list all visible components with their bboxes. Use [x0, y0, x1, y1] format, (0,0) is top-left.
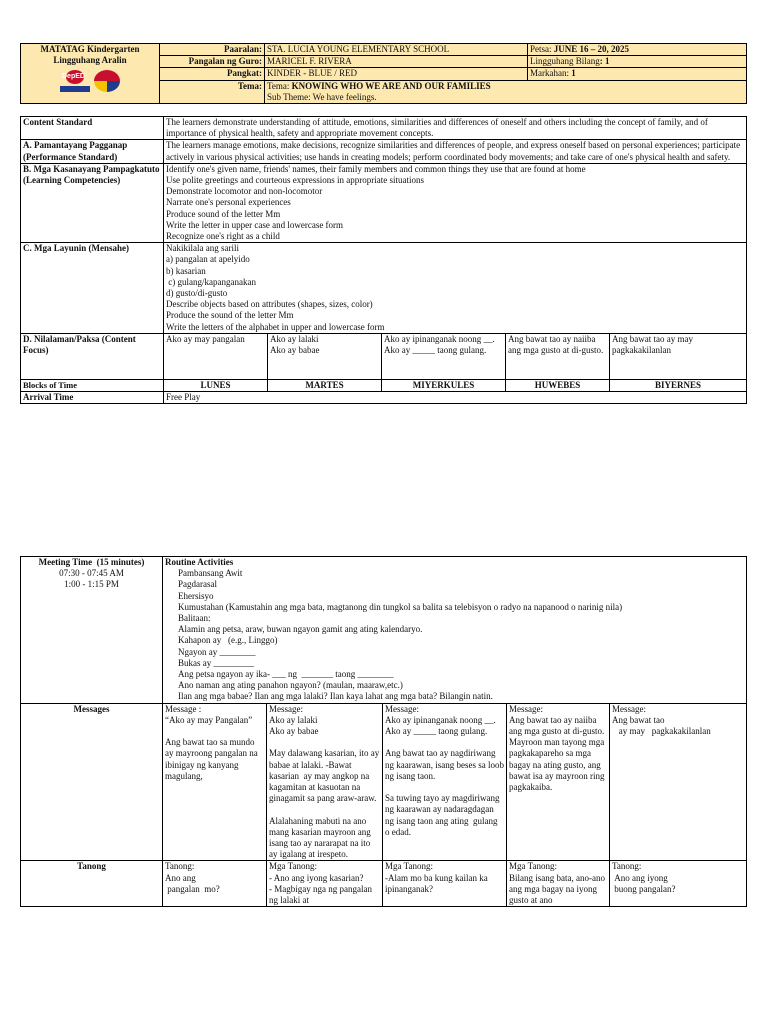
routine-item: Pambansang Awit — [178, 568, 243, 579]
competencies-label: B. Mga Kasanayang Pampagkatuto (Learning Competencies) — [21, 163, 164, 242]
arrival-time-value: Free Play — [164, 392, 747, 404]
routine-title: Routine Activities — [165, 557, 234, 567]
competency-item: Narrate one's personal experiences — [166, 197, 291, 208]
routine-item: Ehersisyo — [178, 590, 214, 601]
content-focus-label: D. Nilalaman/Paksa (Content Focus) — [21, 333, 164, 379]
competency-item: Recognize one's right as a child — [166, 231, 280, 242]
content-focus-martes: Ako ay lalaki Ako ay babae — [268, 333, 382, 379]
messages-label: Messages — [21, 703, 163, 861]
layunin-item: Nakikilala ang sarili — [166, 243, 239, 254]
lingguhang-label: Lingguhang Bilang — [530, 56, 600, 67]
competency-item: Identify one's given name, friends' names, their family members and common things they use that are found at home — [166, 163, 586, 174]
pangkat-value: KINDER - BLUE / RED — [265, 68, 528, 80]
content-focus-biyernes: Ang bawat tao ay may pagkakakilanlan — [610, 333, 747, 379]
tema-value: KNOWING WHO WE ARE AND OUR FAMILIES — [291, 80, 491, 91]
routine-item: Kahapon ay (e.g., Linggo) — [178, 635, 278, 646]
bagong-pilipinas-logo — [94, 70, 120, 92]
day-header-biyernes: BIYERNES — [610, 379, 747, 391]
competency-item: Produce sound of the letter Mm — [166, 208, 281, 219]
layunin-item: Produce the sound of the letter Mm — [166, 310, 294, 321]
lingguhang-value: : 1 — [599, 56, 610, 67]
layunin-item: d) gusto/di-gusto — [166, 288, 228, 299]
tanong-label: Tanong — [21, 861, 163, 907]
content-standard: The learners demonstrate understanding of attitude, emotions, similarities and differences of oneself and others including the concept of family, and of importance of physical health, safety and appropriate movement concepts. — [164, 117, 747, 140]
layunin-label: C. Mga Layunin (Mensahe) — [21, 243, 164, 334]
meeting-time-cell — [21, 557, 163, 704]
layunin-item: Write the letters of the alphabet in upper and lowercase form — [166, 321, 385, 332]
tema-label: Tema: — [160, 80, 265, 103]
meeting-time-label: Meeting Time (15 minutes) — [38, 557, 145, 567]
performance-standard: The learners manage emotions, make decisions, recognize similarities and differences of people, and express oneself based on personal experiences; participate actively in various physical activities; use hands in creating models; perform coordinated body movements; and take care of one's physical health and safety. — [164, 140, 747, 163]
header-title-line1: MATATAG Kindergarten — [40, 44, 140, 54]
performance-standard-label: A. Pamantayang Pagganap (Performance Standard) — [21, 140, 164, 163]
content-standard-label: Content Standard — [21, 117, 164, 140]
message-lunes: Message : “Ako ay may Pangalan” Ang bawat tao sa mundo ay mayroong pangalan na ibinigay ng kanyang magulang, — [163, 703, 267, 861]
content-focus-lunes: Ako ay may pangalan — [164, 333, 268, 379]
logos — [23, 70, 157, 94]
content-focus-miyerkules: Ako ay ipinanganak noong __. Ako ay _____ taong gulang. — [382, 333, 506, 379]
paaralan-label: Paaralan: — [160, 44, 265, 56]
routine-item: Kumustahan (Kamustahin ang mga bata, magtanong din tungkol sa balita sa telebisyon o radyo na napanood o narinig nila) — [178, 601, 623, 612]
header-logo-cell — [21, 44, 160, 104]
routine-item: Balitaan: — [178, 613, 211, 624]
guro-value: MARICEL F. RIVERA — [265, 56, 528, 68]
routine-item: Ilan ang mga babae? Ilan ang mga lalaki? Ilan kaya lahat ang mga bata? Bilangin natin. — [178, 691, 493, 702]
petsa-value: JUNE 16 – 20, 2025 — [553, 44, 630, 54]
paaralan-value: STA. LUCIA YOUNG ELEMENTARY SCHOOL — [265, 44, 528, 56]
arrival-time-label: Arrival Time — [21, 392, 164, 404]
routine-item: Ngayon ay ________ — [178, 646, 256, 657]
tema-prefix: Tema: — [267, 80, 292, 91]
pangkat-label: Pangkat: — [160, 68, 265, 80]
tanong-martes: Mga Tanong: - Ano ang iyong kasarian? - Magbigay nga ng pangalan ng lalaki at — [267, 861, 383, 907]
day-header-martes: MARTES — [268, 379, 382, 391]
tema-cell — [265, 80, 747, 103]
day-header-huwebes: HUWEBES — [506, 379, 610, 391]
message-huwebes: Message: Ang bawat tao ay naiiba ang mga gusto at di-gusto. Mayroon man tayong mga pagkakapareho sa mga bagay na ating gusto, ang bawat isa ay mayroon ring pagkakaiba. — [507, 703, 610, 861]
routine-item: Bukas ay _________ — [178, 657, 254, 668]
deped-logo-text: DepED — [62, 73, 85, 80]
competencies-list — [164, 163, 747, 242]
layunin-list — [164, 243, 747, 334]
message-martes: Message: Ako ay lalaki Ako ay babae May dalawang kasarian, ito ay babae at lalaki. -Bawat kasarian ay may angkop na kagamitan at kasuotan na ginagamit sa pang araw-araw. Alalahaning mabuti na ano mang kasarian mayroon ang isang tao ay nararapat na ito ay igalang at irespeto. — [267, 703, 383, 861]
layunin-item: Describe objects based on attributes (shapes, sizes, color) — [166, 299, 373, 310]
content-focus-huwebes: Ang bawat tao ay naiiba ang mga gusto at di-gusto. — [506, 333, 610, 379]
day-header-lunes: LUNES — [164, 379, 268, 391]
petsa-label: Petsa: — [530, 44, 554, 54]
routine-item: Ano naman ang ating panahon ngayon? (maulan, maaraw,etc.) — [178, 680, 403, 691]
meeting-time-pm: 1:00 - 1:15 PM — [64, 579, 119, 590]
tanong-biyernes: Tanong: Ano ang iyong buong pangalan? — [610, 861, 747, 907]
markahan-label: Markahan: — [530, 68, 572, 79]
tanong-huwebes: Mga Tanong: Bilang isang bata, ano-ano ang mga bagay na iyong gusto at ano — [507, 861, 610, 907]
routine-item: Ang petsa ngayon ay ika- ___ ng _______ taong ________ — [178, 669, 394, 680]
blocks-of-time-label: Blocks of Time — [21, 379, 164, 391]
day-header-miyerkules: MIYERKULES — [382, 379, 506, 391]
plan-table — [20, 116, 747, 404]
tanong-miyerkules: Mga Tanong: -Alam mo ba kung kailan ka ipinanganak? — [383, 861, 507, 907]
competency-item: Use polite greetings and courteous expressions in appropriate situations — [166, 175, 424, 186]
message-miyerkules: Message: Ako ay ipinanganak noong __. Ako ay _____ taong gulang. Ang bawat tao ay nagdiriwang ng kaarawan, isang beses sa loob ng isang taon. Sa tuwing tayo ay magdiriwang ng kaarawan ay nadaragdagan ng isang taon ang ating gulang o edad. — [383, 703, 507, 861]
competency-item: Write the letter in upper case and lowercase form — [166, 219, 344, 230]
header-table — [20, 43, 747, 104]
guro-label: Pangalan ng Guro: — [160, 56, 265, 68]
lingguhang-cell — [528, 56, 747, 68]
subtheme: Sub Theme: We have feelings. — [267, 91, 377, 102]
markahan-value: 1 — [571, 68, 576, 79]
tanong-lunes: Tanong: Ano ang pangalan mo? — [163, 861, 267, 907]
header-title-line2: Lingguhang Aralin — [53, 55, 127, 65]
layunin-item: a) pangalan at apelyido — [166, 254, 250, 265]
message-biyernes: Message: Ang bawat tao ay may pagkakakilanlan — [610, 703, 747, 861]
routine-item: Alamin ang petsa, araw, buwan ngayon gamit ang ating kalendaryo. — [178, 624, 423, 635]
deped-logo — [60, 70, 90, 94]
markahan-cell — [528, 68, 747, 80]
competency-item: Demonstrate locomotor and non-locomotor — [166, 186, 323, 197]
layunin-item: c) gulang/kapanganakan — [166, 276, 256, 287]
routine-activities — [163, 557, 747, 704]
meeting-time-am: 07:30 - 07:45 AM — [59, 568, 124, 579]
layunin-item: b) kasarian — [166, 265, 206, 276]
petsa-cell — [528, 44, 747, 56]
routine-item: Pagdarasal — [178, 579, 217, 590]
meeting-table — [20, 556, 747, 907]
